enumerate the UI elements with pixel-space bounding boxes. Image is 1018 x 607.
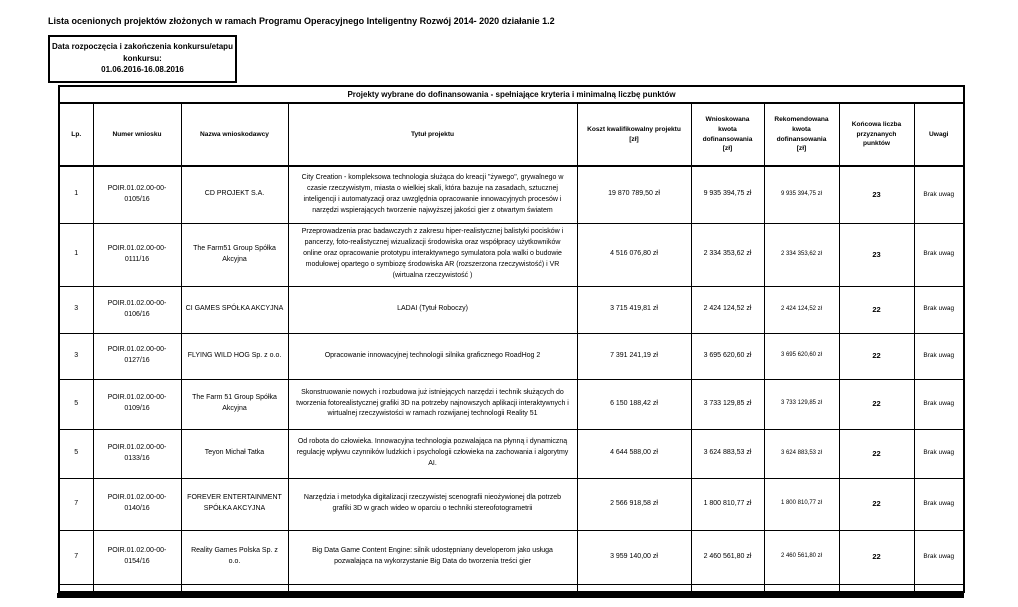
col-header-rekomendowana-label: Rekomendowana kwota dofinansowania [774,115,829,143]
cell-numer: POIR.01.02.00-00-0106/16 [93,286,181,333]
col-header-tytul-label: Tytuł projektu [410,130,455,138]
cell-lp: 3 [59,286,93,333]
cell-nazwa: The Farm 51 Group Spółka Akcyjna [181,379,288,429]
cell-punkty: 23 [839,166,914,223]
cell-nazwa: FOREVER ENTERTAINMENT SPÓŁKA AKCYJNA [181,478,288,530]
table-row [59,379,964,429]
cell-uwagi: Brak uwag [914,530,964,584]
clipped-cell [181,584,288,592]
cell-nazwa: The Farm51 Group Spółka Akcyjna [181,223,288,286]
cell-rekomendowana: 3 733 129,85 zł [764,379,839,429]
col-header-rekomendowana [764,103,839,166]
cell-punkty: 22 [839,478,914,530]
col-header-wnioskowana-label: Wnioskowana kwota dofinansowania [702,115,753,143]
col-header-punkty [839,103,914,166]
cell-numer: POIR.01.02.00-00-0154/16 [93,530,181,584]
cell-numer: POIR.01.02.00-00-0140/16 [93,478,181,530]
cell-tytul: Narzędzia i metodyka digitalizacji rzeczywistej scenografii nieożywionej dla potrzeb grafiki 3D w grach wideo w oparciu o techniki stereofotogrametrii [288,478,577,530]
cell-nazwa: CI GAMES SPÓŁKA AKCYJNA [181,286,288,333]
cell-punkty: 23 [839,223,914,286]
col-header-numer [93,103,181,166]
table-row [59,333,964,379]
cell-uwagi: Brak uwag [914,379,964,429]
clipped-next-section-bar [57,593,964,598]
cell-lp: 3 [59,333,93,379]
cell-numer: POIR.01.02.00-00-0109/16 [93,379,181,429]
cell-lp: 5 [59,379,93,429]
cell-koszt: 6 150 188,42 zł [577,379,691,429]
cell-koszt: 3 715 419,81 zł [577,286,691,333]
col-header-lp-label: Lp. [71,130,82,138]
cell-lp: 7 [59,530,93,584]
cell-punkty: 22 [839,333,914,379]
projects-table-body [59,166,964,592]
cell-punkty: 22 [839,530,914,584]
col-header-tytul [288,103,577,166]
clipped-cell [764,584,839,592]
cell-tytul: Skonstruowanie nowych i rozbudowa już istniejących narzędzi i technik służących do tworzenia fotorealistycznej grafiki 3D na potrzeby najnowszych aplikacji interaktywnych i wirtualnej rzeczywistości w ramach rozwijanej technologii Reality 51 [288,379,577,429]
clipped-cell [914,584,964,592]
section-title-row [59,86,964,103]
col-header-uwagi-label: Uwagi [929,130,949,138]
clipped-cell [577,584,691,592]
cell-tytul: LADAI (Tytuł Roboczy) [288,286,577,333]
cell-rekomendowana: 2 424 124,52 zł [764,286,839,333]
cell-koszt: 2 566 918,58 zł [577,478,691,530]
col-header-uwagi [914,103,964,166]
cell-koszt: 3 959 140,00 zł [577,530,691,584]
clipped-cell [691,584,764,592]
cell-nazwa: Teyon Michał Tatka [181,429,288,478]
cell-lp: 1 [59,166,93,223]
clipped-cell [288,584,577,592]
cell-koszt: 19 870 789,50 zł [577,166,691,223]
section-title: Projekty wybrane do dofinansowania - spełniające kryteria i minimalną liczbę punktów [59,86,964,103]
cell-lp: 5 [59,429,93,478]
cell-tytul: Od robota do człowieka. Innowacyjna technologia pozwalająca na płynną i dynamiczną regulację wpływu czynników ludzkich i psychologii człowieka na zachowania i algorytmy AI. [288,429,577,478]
cell-wnioskowana: 3 624 883,53 zł [691,429,764,478]
col-header-wnioskowana-unit: [zł] [722,145,733,153]
col-header-wnioskowana [691,103,764,166]
cell-wnioskowana: 3 695 620,60 zł [691,333,764,379]
cell-nazwa: FLYING WILD HOG Sp. z o.o. [181,333,288,379]
cell-lp: 1 [59,223,93,286]
cell-uwagi: Brak uwag [914,478,964,530]
table-row [59,223,964,286]
col-header-numer-label: Numer wniosku [112,130,162,138]
col-header-nazwa-label: Nazwa wnioskodawcy [200,130,269,138]
cell-numer: POIR.01.02.00-00-0105/16 [93,166,181,223]
cell-rekomendowana: 2 334 353,62 zł [764,223,839,286]
projects-table [58,85,965,593]
cell-numer: POIR.01.02.00-00-0127/16 [93,333,181,379]
cell-uwagi: Brak uwag [914,223,964,286]
table-row [59,166,964,223]
cell-nazwa: CD PROJEKT S.A. [181,166,288,223]
cell-punkty: 22 [839,286,914,333]
cell-tytul: Przeprowadzenia prac badawczych z zakresu hiper-realistycznej balistyki pocisków i pancerzy, foto-realistycznej wizualizacji środowiska oraz współpracy użytkowników online oraz opracowanie prototypu interaktywnego symulatora pola walki o budowie modułowej opartego o symbiozę środowiska AR (rozszerzona rzeczywistość) i VR (wirtualna rzeczywistość ) [288,223,577,286]
cell-wnioskowana: 9 935 394,75 zł [691,166,764,223]
contest-date-box [48,35,237,83]
cell-rekomendowana: 9 935 394,75 zł [764,166,839,223]
cell-uwagi: Brak uwag [914,286,964,333]
col-header-koszt-label: Koszt kwalifikowalny projektu [587,125,681,133]
cell-numer: POIR.01.02.00-00-0133/16 [93,429,181,478]
cell-uwagi: Brak uwag [914,429,964,478]
cell-koszt: 4 644 588,00 zł [577,429,691,478]
cell-uwagi: Brak uwag [914,166,964,223]
cell-tytul: Opracowanie innowacyjnej technologii silnika graficznego RoadHog 2 [288,333,577,379]
table-row [59,429,964,478]
cell-punkty: 22 [839,429,914,478]
column-header-row [59,103,964,166]
table-row [59,286,964,333]
cell-wnioskowana: 3 733 129,85 zł [691,379,764,429]
date-box-line3: 01.06.2016-16.08.2016 [101,65,184,75]
cell-rekomendowana: 2 460 561,80 zł [764,530,839,584]
cell-wnioskowana: 1 800 810,77 zł [691,478,764,530]
cell-rekomendowana: 1 800 810,77 zł [764,478,839,530]
table-row [59,530,964,584]
clipped-cell [59,584,93,592]
col-header-koszt-unit: [zł] [629,135,639,143]
cell-wnioskowana: 2 424 124,52 zł [691,286,764,333]
cell-rekomendowana: 3 695 620,60 zł [764,333,839,379]
clipped-cell [93,584,181,592]
cell-punkty: 22 [839,379,914,429]
table-row [59,478,964,530]
cell-wnioskowana: 2 334 353,62 zł [691,223,764,286]
col-header-nazwa [181,103,288,166]
cell-lp: 7 [59,478,93,530]
cell-numer: POIR.01.02.00-00-0111/16 [93,223,181,286]
col-header-rekomendowana-unit: [zł] [796,145,807,153]
col-header-koszt [577,103,691,166]
date-box-line2: konkursu: [123,53,162,63]
cell-nazwa: Reality Games Polska Sp. z o.o. [181,530,288,584]
cell-wnioskowana: 2 460 561,80 zł [691,530,764,584]
cell-tytul: City Creation - kompleksowa technologia służąca do kreacji "żywego", grywalnego w czasie rzeczywistym, miasta o wielkiej skali, która bazuje na zasadach, sztucznej inteligencji i automatyzacji oraz uwzględnia opracowanie innowacyjnych procesów i narzędzi wspierających tworzenie najwyższej jakości gier z otwartym światem [288,166,577,223]
page-title: Lista ocenionych projektów złożonych w ramach Programu Operacyjnego Inteligentny Rozwój 2014- 2020 działanie 1.2 [48,16,555,26]
cell-uwagi: Brak uwag [914,333,964,379]
cell-koszt: 7 391 241,19 zł [577,333,691,379]
cell-rekomendowana: 3 624 883,53 zł [764,429,839,478]
cell-koszt: 4 516 076,80 zł [577,223,691,286]
clipped-cell [839,584,914,592]
date-box-line1: Data rozpoczęcia i zakończenia konkursu/etapu [52,42,233,51]
col-header-punkty-label: Końcowa liczba przyznanych punktów [851,120,902,148]
cell-tytul: Big Data Game Content Engine: silnik udostępniany developerom jako usługa pozwalająca na wykorzystanie Big Data do tworzenia treści gier [288,530,577,584]
col-header-lp [59,103,93,166]
clipped-row [59,584,964,592]
